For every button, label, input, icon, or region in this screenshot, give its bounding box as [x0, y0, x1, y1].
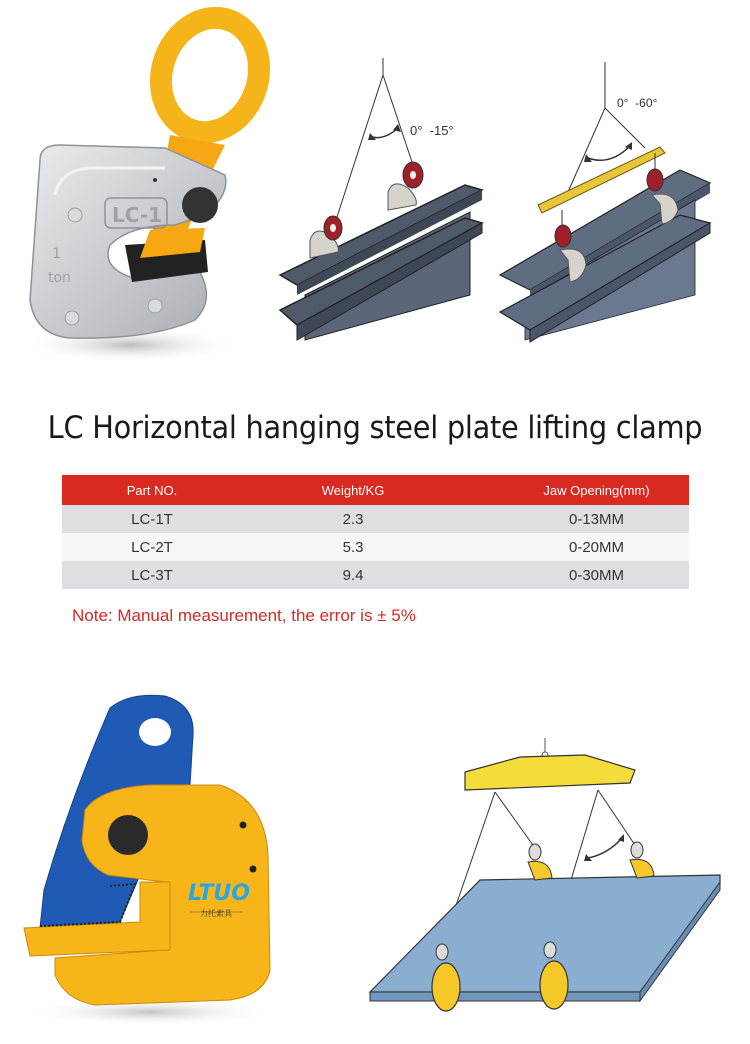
table-row	[62, 533, 689, 561]
svg-text:LC-1: LC-1	[112, 203, 163, 227]
header-weight: Weight/KG	[242, 475, 464, 505]
cell-jaw-opening: 0-13MM	[464, 505, 689, 533]
cell-jaw-opening: 0-20MM	[464, 533, 689, 561]
header-jaw-opening: Jaw Opening(mm)	[464, 475, 689, 505]
measurement-note: Note: Manual measurement, the error is ± 5%	[72, 606, 416, 625]
svg-text:1: 1	[52, 246, 61, 262]
ibeam-two-clamp-diagram	[260, 40, 500, 360]
table-row	[62, 505, 689, 533]
table-header-row	[62, 475, 689, 505]
cell-part-no: LC-2T	[62, 533, 242, 561]
spec-table	[62, 475, 689, 589]
svg-text:LTUO: LTUO	[188, 881, 250, 906]
angle-label-0-15	[410, 123, 454, 138]
cell-part-no: LC-3T	[62, 561, 242, 589]
cell-jaw-opening: 0-30MM	[464, 561, 689, 589]
angle-label-0-60	[617, 96, 657, 110]
product-title: LC Horizontal hanging steel plate lifting clamp	[47, 410, 703, 446]
cell-weight: 2.3	[242, 505, 464, 533]
cell-part-no: LC-1T	[62, 505, 242, 533]
cell-weight: 5.3	[242, 533, 464, 561]
lc1-clamp-photo	[0, 0, 260, 380]
svg-text:力托索具: 力托索具	[200, 909, 232, 918]
angle-start: 0°	[410, 123, 423, 138]
angle-end: -60°	[635, 96, 658, 110]
angle-start: 0°	[617, 96, 629, 110]
cell-weight: 9.4	[242, 561, 464, 589]
angle-end: -15°	[429, 123, 454, 138]
svg-text:ton: ton	[48, 270, 71, 286]
ltuo-clamp-photo	[0, 660, 300, 1044]
table-row	[62, 561, 689, 589]
header-part-no: Part NO.	[62, 475, 242, 505]
ibeam-spreader-bar-diagram	[490, 50, 750, 350]
plate-lifting-diagram	[360, 730, 750, 1044]
